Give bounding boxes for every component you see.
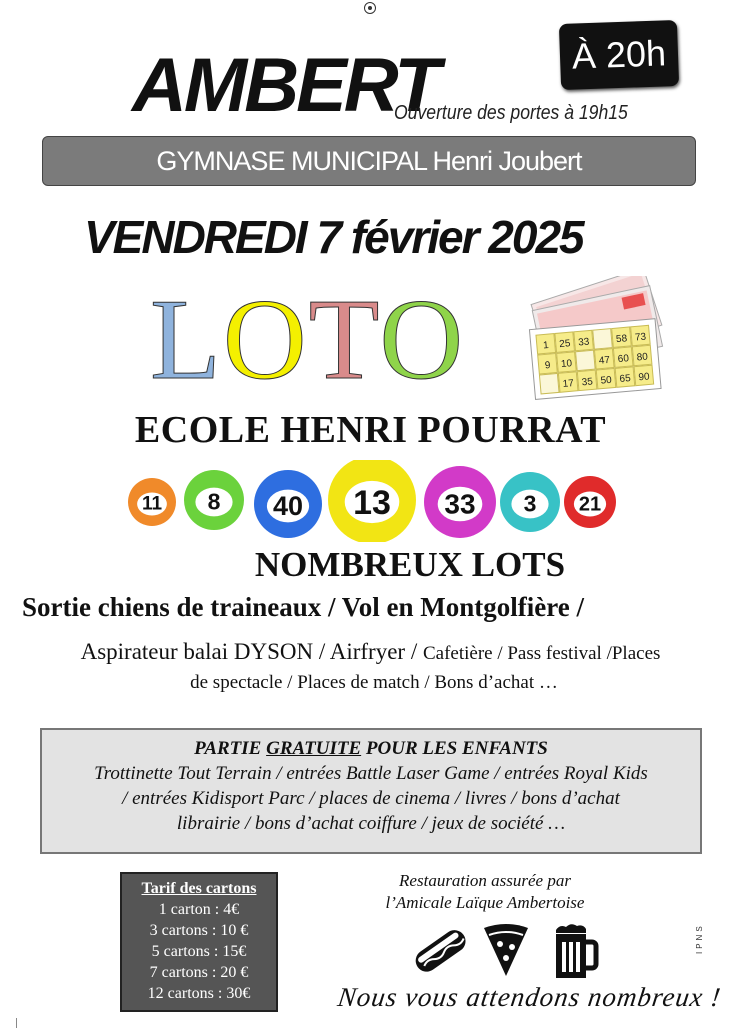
price-list-title: Tarif des cartons (141, 880, 257, 897)
bingo-cell-number: 1 (542, 340, 550, 352)
bingo-cell-number: 58 (615, 333, 628, 346)
lottery-balls-illustration (124, 460, 624, 542)
doors-open-text: Ouverture des portes à 19h15 (394, 102, 628, 124)
bingo-cell-number: 80 (636, 351, 649, 364)
price-list-box (120, 872, 278, 1012)
price-item: 12 cartons : 30€ (147, 985, 251, 1002)
kids-prizes-line-3: librairie / bons d’achat coiffure / jeux de société … (176, 813, 566, 834)
legal-mark: IPNS (695, 923, 704, 954)
prizes-line-3: de spectacle / Places de match / Bons d’achat … (190, 672, 558, 693)
kids-game-title (42, 736, 700, 761)
pizza-slice-icon (484, 924, 528, 976)
lottery-ball-number: 13 (353, 484, 391, 523)
bingo-card-grid (536, 325, 654, 394)
prizes-line-1: Sortie chiens de traineaux / Vol en Montgolfière / (22, 592, 584, 622)
bingo-cell-number: 65 (619, 373, 632, 386)
lottery-ball-number: 33 (444, 488, 476, 520)
bingo-cell-number: 73 (634, 331, 647, 344)
prizes-line-2 (0, 638, 741, 667)
loto-letter: O (379, 276, 466, 404)
welcome-message: Nous vous attendons nombreux ! (335, 982, 724, 1012)
lottery-ball-number: 40 (272, 490, 304, 521)
bingo-cell (593, 329, 613, 349)
food-icons (410, 922, 600, 980)
lottery-ball-number: 3 (523, 490, 537, 517)
bingo-cell-number: 90 (638, 371, 651, 384)
registration-mark (364, 2, 376, 14)
bingo-cell-number: 25 (558, 338, 571, 351)
loto-letter: O (222, 276, 309, 404)
lottery-ball-number: 8 (207, 488, 221, 515)
kids-prizes-line-2: / entrées Kidisport Parc / places de cinema / livres / bons d’achat (122, 788, 620, 809)
venue-banner: GYMNASE MUNICIPAL Henri Joubert (42, 136, 696, 186)
beer-mug-icon (556, 924, 596, 978)
bingo-cell (539, 373, 559, 393)
bingo-cell-number: 47 (598, 354, 611, 367)
lottery-ball-number: 21 (578, 493, 602, 516)
bingo-cell-number: 35 (581, 376, 594, 389)
event-date: VENDREDI 7 février 2025 (84, 211, 583, 263)
city-title: AMBERT (132, 43, 438, 128)
kids-title-free: GRATUITE (266, 738, 362, 759)
catering-text (340, 870, 630, 914)
bingo-cell-number: 17 (562, 378, 575, 390)
prizes-line-2-small: Cafetière / Pass festival /Places (422, 643, 661, 664)
catering-line-1: Restauration assurée par (399, 871, 571, 890)
bingo-cell-number: 50 (600, 374, 613, 387)
kids-title-part: POUR LES ENFANTS (361, 738, 548, 759)
price-item: 3 cartons : 10 € (149, 922, 249, 939)
bingo-cell-number: 60 (617, 353, 630, 366)
start-time-badge: À 20h (559, 20, 679, 90)
margin-tick (16, 1018, 17, 1028)
lottery-ball-number: 11 (141, 493, 163, 515)
bingo-cell-number: 33 (577, 336, 590, 349)
hotdog-icon (411, 926, 469, 976)
catering-line-2: l’Amicale Laïque Ambertoise (385, 893, 585, 912)
kids-prizes-line-1: Trottinette Tout Terrain / entrées Battle Laser Game / entrées Royal Kids (94, 763, 648, 784)
bingo-cell-number: 9 (544, 360, 551, 372)
loto-letter: T (308, 276, 380, 404)
price-item: 1 carton : 4€ (158, 901, 240, 918)
loto-title (150, 276, 466, 404)
prizes-heading: NOMBREUX LOTS (254, 545, 566, 584)
organizer-name: ECOLE HENRI POURRAT (134, 409, 607, 451)
price-item: 5 cartons : 15€ (151, 943, 247, 960)
prizes-line-2-large: Aspirateur balai DYSON / Airfryer / (80, 639, 423, 664)
bingo-cell (576, 350, 596, 370)
kids-game-box (40, 728, 702, 854)
bingo-cards-illustration (526, 276, 666, 406)
kids-title-part: PARTIE (194, 738, 267, 759)
loto-letter: L (150, 276, 223, 404)
bingo-cell-number: 10 (560, 358, 573, 371)
price-item: 7 cartons : 20 € (149, 964, 249, 981)
